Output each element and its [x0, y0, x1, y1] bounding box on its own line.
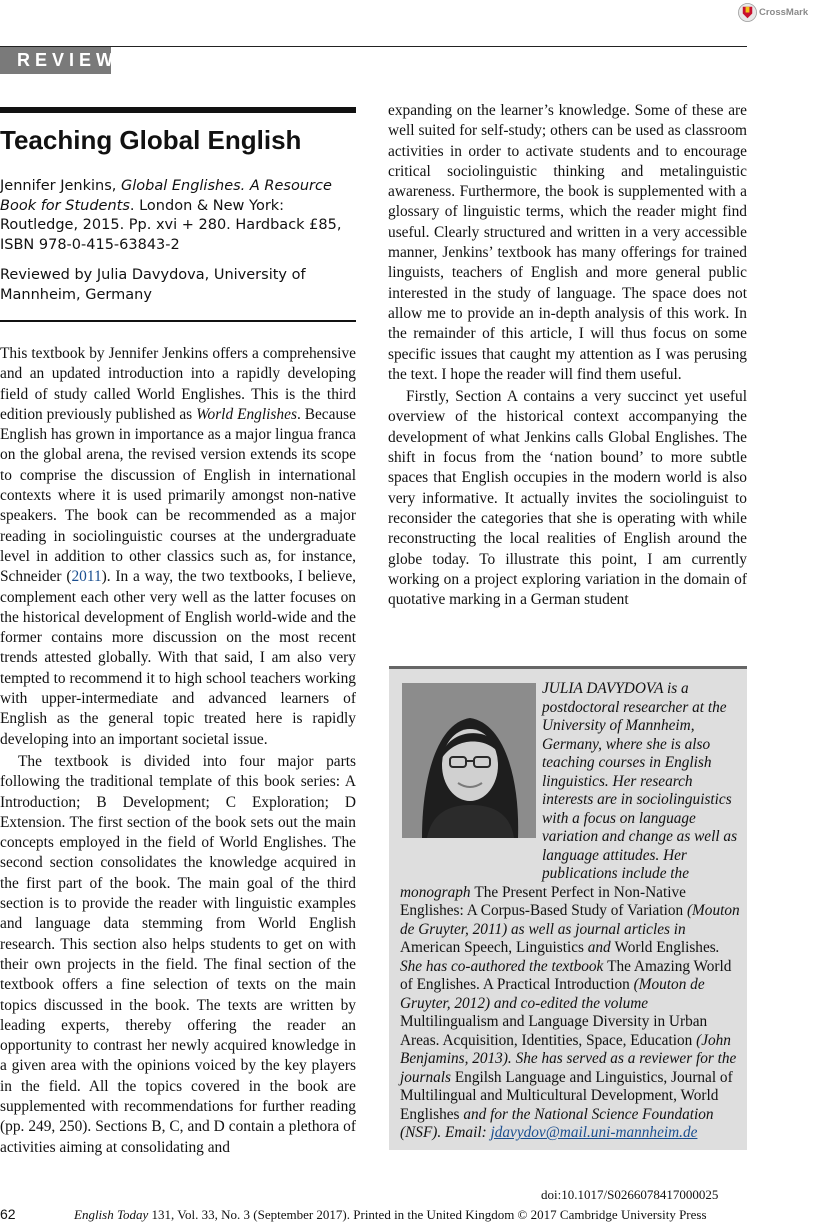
crossmark-label: CrossMark: [759, 6, 809, 18]
section-tag: REVIEW: [0, 47, 111, 74]
citation-author: Jennifer Jenkins,: [0, 178, 121, 194]
bio-work-title: American Speech, Linguistics: [400, 939, 584, 956]
bio-text: (Mouton de Gruyter, 2011) as well as journal articles in: [400, 902, 740, 938]
paragraph-text: ). In a way, the two textbooks, I believe, complement each other very well as the latter focuses on the historical development of English world-wide and the former contains more discussion on the most recent trends attested globally. With that said, I am also very tempted to recommend it to high school teachers working with upper-intermediate and advanced learners of English as the general topic treated here is rapidly developing into an important societal issue.: [0, 568, 357, 748]
bio-text: (John Benjamins, 2013). She has served as a reviewer for the journals: [400, 1031, 737, 1086]
citation-link[interactable]: 2011: [71, 568, 102, 586]
header-divider: [0, 320, 356, 322]
reviewer-line: Reviewed by Julia Davydova, University of Mannheim, Germany: [0, 267, 306, 303]
page-number: 62: [0, 1206, 16, 1222]
issue-info: 131, Vol. 33, No. 3 (September 2017). Printed in the United Kingdom © 2017 Cambridge University Press: [148, 1207, 707, 1222]
bio-work-title: Engilsh Language and Linguistics, Journal of Multilingual and Multicultural Development, World Englishes: [400, 1068, 733, 1123]
bio-work-title: The Amazing World of Englishes. A Practical Introduction: [400, 957, 732, 993]
bio-text: (Mouton de Gruyter, 2012) and co-edited the volume: [400, 976, 705, 1012]
journal-name: English Today: [74, 1207, 149, 1222]
bio-text: and for the National Science Foundation (NSF). Email:: [400, 1105, 714, 1141]
citation-book-title: Global Englishes. A Resource Book for Students: [0, 178, 332, 214]
right-column: [388, 101, 747, 612]
article-title: Teaching Global English: [0, 125, 302, 155]
bio-work-title: The Present Perfect in Non-Native Englishes: A Corpus-Based Study of Variation: [400, 883, 686, 919]
citation-details: . London & New York: Routledge, 2015. Pp. xvi + 280. Hardback £85, ISBN 978-0-415-63843-2: [0, 197, 342, 253]
photo-spacer: [400, 680, 542, 870]
crossmark-badge[interactable]: [738, 2, 838, 22]
journal-footer: [74, 1207, 707, 1223]
doi[interactable]: doi:10.1017/S0266078417000025: [541, 1187, 719, 1202]
left-column: [0, 344, 356, 1160]
paragraph: Firstly, Section A contains a very succinct yet useful overview of the historical context accompanying the development of what Jenkins calls Global Englishes. The shift in focus from the ‘nation bound’ to more subtle spaces that English occupies in the modern world is also very informative. It actually invites the sociolinguist to reconsider the categories that she is operating with while reconstructing the local realities of English around the globe today. To illustrate this point, I am currently working on a project exploring variation in the domain of quotative marking in a German student: [388, 388, 747, 609]
paragraph: expanding on the learner’s knowledge. Some of these are well suited for self-study; others can be used as classroom activities in order to activate students and to encourage critical sociolinguistic thinking and metalinguistic awareness. Furthermore, the book is supplemented with a glossary of linguistic terms, which the reader might find useful. Clearly structured and written in a very accessible manner, Jenkins’ textbook has many offerings for trained linguists, teachers of English and more general public interested in the study of language. The space does not allow me to provide an in-depth analysis of this work. In the remainder of this article, I will thus focus on some specific issues that caught my attention as I was perusing the text. I hope the reader will find them useful.: [388, 102, 747, 383]
bio-work-title: World Englishes: [614, 939, 716, 956]
email-link[interactable]: jdavydov@mail.uni-mannheim.de: [490, 1124, 698, 1141]
bio-text: and: [583, 939, 615, 956]
bio-text: . She has co-authored the textbook: [400, 939, 720, 975]
author-bio-text: [400, 680, 740, 1143]
crossmark-icon: [738, 3, 757, 22]
bio-work-title: Multilingualism and Language Diversity in Urban Areas. Acquisition, Identities, Space, Education: [400, 1013, 708, 1049]
bio-text: JULIA DAVYDOVA is a postdoctoral researcher at the University of Mannheim, Germany, where she is also teaching courses in English linguistics. Her research interests are in sociolinguistics with a focus on language variation and change as well as language attitudes. Her publications include the monograph: [400, 680, 738, 901]
paragraph-text: This textbook by Jennifer Jenkins offers a comprehensive and an updated introduction into a rapidly developing field of study called World Englishes. This is the third edition previously published as: [0, 345, 356, 423]
paragraph: The textbook is divided into four major parts following the traditional template of this book series: A Introduction; B Development; C Exploration; D Extension. The first section of the book sets out the main concepts employed in the field of World Englishes. The second section consolidates the knowledge acquired in the first part of the book. The main goal of the third section is to provide the reader with linguistic examples and language data stemming from World English research. This section also helps students to get on with their own projects in the field. The final section of the textbook offers a fine selection of texts on the main topics discussed in the book. The texts are written by leading experts, thereby offering the reader an opportunity to contrast her newly acquired knowledge in a given area with the opinions voiced by the key players in the field. All the topics covered in the book are supplemented with recommendations for further reading (pp. 249, 250). Sections B, C, and D contain a plethora of activities aiming at consolidating and: [0, 752, 356, 1156]
paragraph: [0, 344, 356, 750]
title-rule: [0, 107, 356, 113]
book-citation: [0, 177, 356, 255]
book-reference: World Englishes: [196, 405, 297, 423]
paragraph-text: . Because English has grown in importance as a major lingua franca on the global arena, the revised version extends its scope to comprise the discussion of English in international contexts where it is used primarily amongst non-native speakers. The book can be recommended as a major reading in sociolinguistic courses at the undergraduate level in addition to other classics such as, for instance, Schneider (: [0, 405, 356, 586]
